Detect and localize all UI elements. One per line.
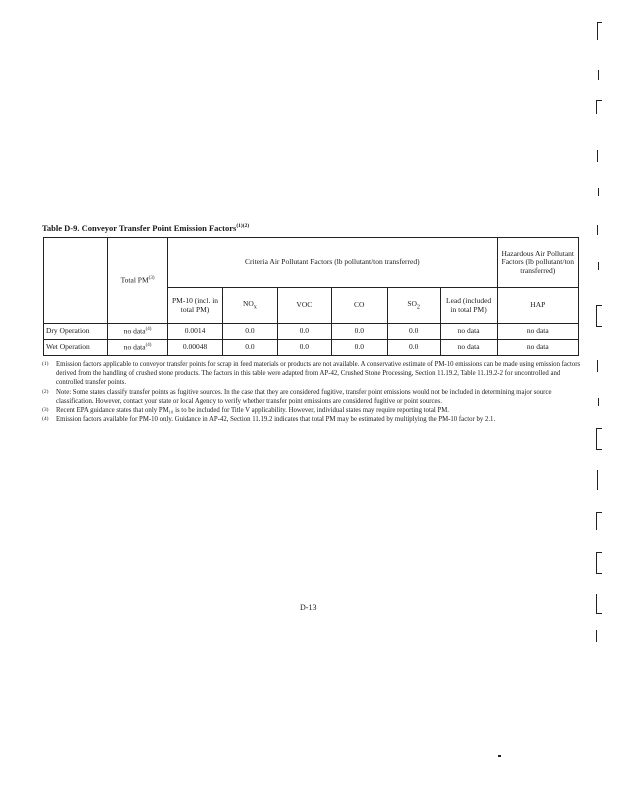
cell-co: 0.0: [331, 340, 387, 356]
header-nox: $NO_x$: [222, 288, 277, 324]
footnote-text: Emission factors applicable to conveyor transfer points for scrap in feed materials or products are not available. A conservative estimate of PM-10 emissions can be made using emission factors derived from the handling of crushed stone products. The factors in this table were adapted from AP-42, Crushed Stone Processing, Section 11.19.2, Table 11.19.2-2 for uncontrolled and controlled transfer points.: [56, 361, 581, 387]
cell-nox: 0.0: [222, 340, 277, 356]
cell-pm10: 0.00048: [168, 340, 223, 356]
footnote-mark: (2): [42, 388, 49, 395]
header-voc: VOC: [277, 288, 331, 324]
page-number: D-13: [300, 603, 317, 612]
table-row: [44, 340, 579, 356]
footnote-text: Emission factors available for PM-10 only. Guidance in AP-42, Section 11.19.2 indicates that total PM may be estimated by multiplying the PM-10 factor by 2.1.: [56, 416, 496, 424]
footnote-mark: (4): [42, 416, 49, 423]
cell-voc: 0.0: [277, 340, 331, 356]
cell-so2: 0.0: [387, 340, 440, 356]
cell-lead: no data: [440, 340, 497, 356]
cell-co: 0.0: [331, 324, 387, 340]
header-co: CO: [331, 288, 387, 324]
table-title: [42, 223, 249, 233]
cell-hap: no data: [497, 324, 578, 340]
cell-hap: no data: [497, 340, 578, 356]
table-title-text: Table D-9. Conveyor Transfer Point Emission Factors: [42, 223, 237, 233]
header-criteria-group: Criteria Air Pollutant Factors (lb pollutant/ton transferred): [168, 238, 498, 288]
header-hap: HAP: [497, 288, 578, 324]
footnote-mark: (3): [42, 406, 49, 413]
cell-lead: no data: [440, 324, 497, 340]
footnotes: [42, 360, 582, 424]
header-hap-group: Hazardous Air Pollutant Factors (lb pollutant/ton transferred): [497, 238, 578, 288]
footnote: [42, 415, 582, 424]
header-lead: Lead (included in total PM): [440, 288, 497, 324]
cell-pm10: 0.0014: [168, 324, 223, 340]
cell-so2: 0.0: [387, 324, 440, 340]
row-label: Dry Operation: [44, 324, 108, 340]
footnote: [42, 406, 582, 415]
header-pm10: PM-10 (incl. in total PM): [168, 288, 223, 324]
empty-header-cell: [44, 238, 108, 324]
footnote: [42, 360, 582, 388]
cell-voc: 0.0: [277, 324, 331, 340]
cell-total-pm: no data$^{(4)}$: [108, 324, 168, 340]
emission-factors-table: [43, 237, 579, 356]
header-total-pm: Total PM$^{(3)}$: [108, 238, 168, 324]
cell-nox: 0.0: [222, 324, 277, 340]
header-so2: $SO_2$: [387, 288, 440, 324]
footnote: [42, 388, 582, 406]
footnote-text: Note: Some states classify transfer points as fugitive sources. In the case that they are considered fugitive, transfer point emissions would not be included in determining major source classification. However, contact your state or local Agency to verify whether transfer point emissions are considered fugitive or point sources.: [56, 388, 552, 405]
table-title-ref: (1)(2): [236, 223, 250, 230]
header-row-groups: [44, 238, 579, 288]
row-label: Wet Operation: [44, 340, 108, 356]
footnote-mark: (1): [42, 361, 49, 367]
footnote-text: Recent EPA guidance states that only PM₁₀ is to be included for Title V applicability. However, individual states may require reporting total PM.: [56, 406, 449, 414]
table-row: [44, 324, 579, 340]
cell-total-pm: no data$^{(4)}$: [108, 340, 168, 356]
